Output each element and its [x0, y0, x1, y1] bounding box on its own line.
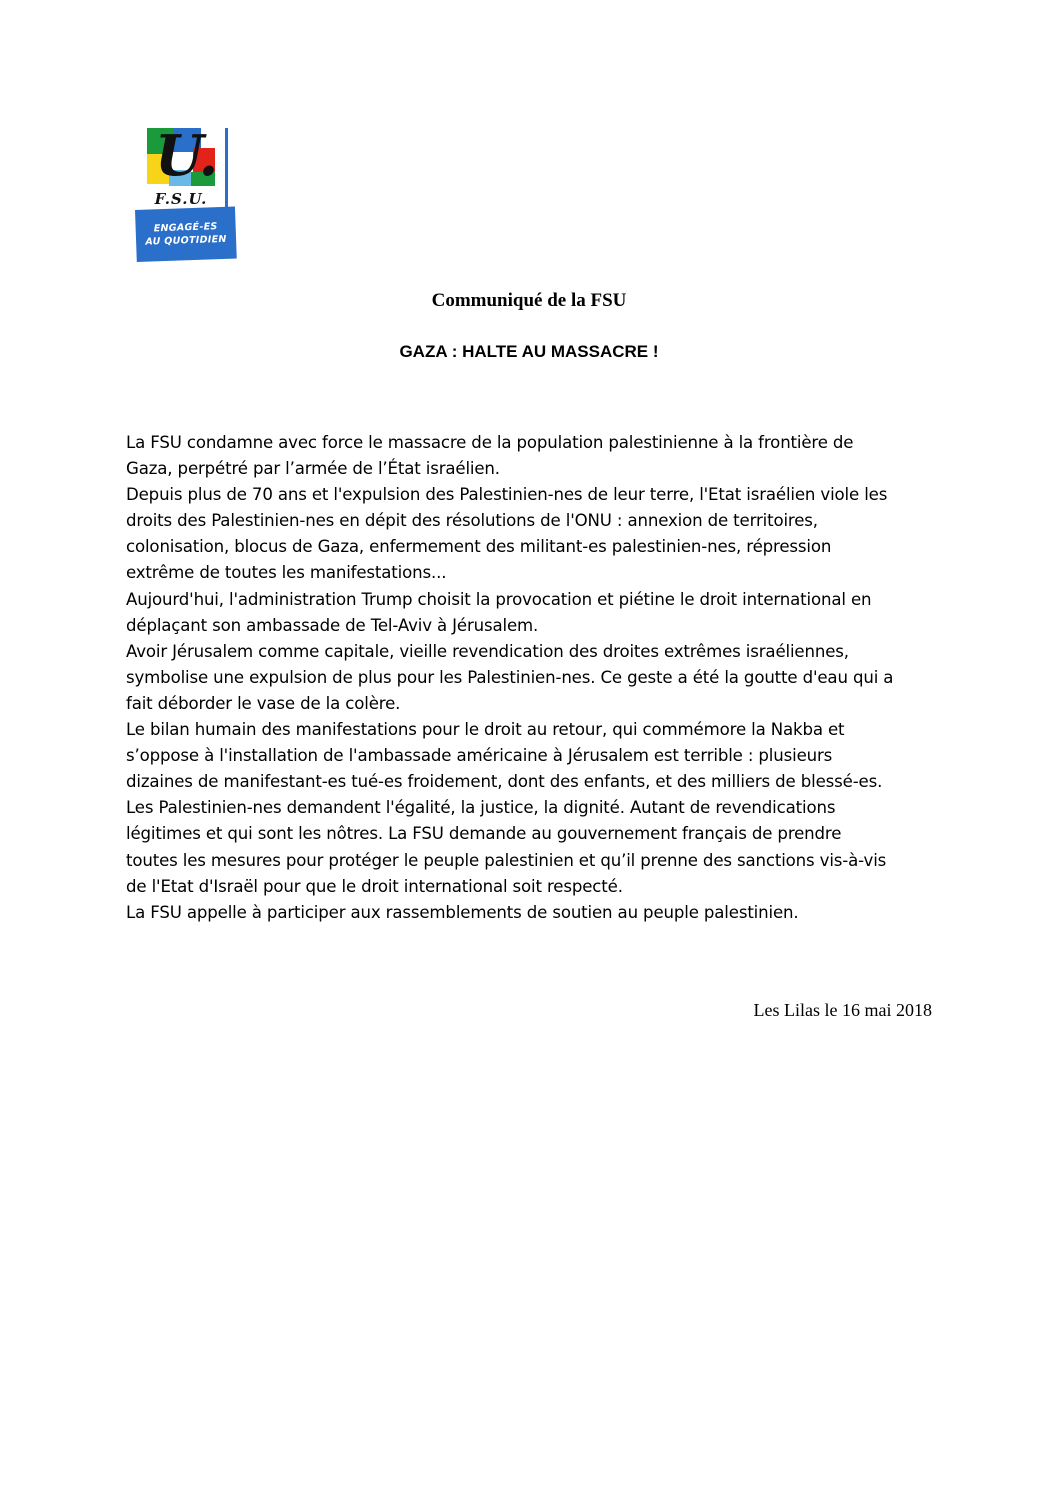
logo-tagline-line2: AU QUOTIDIEN [145, 233, 227, 248]
document-body [126, 430, 946, 926]
body-line: toutes les mesures pour protéger le peuple palestinien et qu’il prenne des sanctions vis-à-vis [126, 850, 887, 870]
body-line: Depuis plus de 70 ans et l'expulsion des Palestinien-nes de leur terre, l'Etat israélien viole les [126, 485, 888, 505]
document-headline: GAZA : HALTE AU MASSACRE ! [399, 342, 659, 361]
body-line: extrême de toutes les manifestations... [126, 563, 447, 583]
body-line: La FSU condamne avec force le massacre de la population palestinienne à la frontière de [126, 433, 854, 452]
body-line: symbolise une expulsion de plus pour les Palestinien-nes. Ce geste a été la goutte d'eau qui a [126, 667, 894, 687]
body-line: La FSU appelle à participer aux rassemblements de soutien au peuple palestinien. [126, 902, 799, 922]
document-title: Communiqué de la FSU [431, 290, 627, 311]
body-line: de l'Etat d'Israël pour que le droit international soit respecté. [126, 876, 623, 896]
logo-acronym: F.S.U. [154, 190, 208, 208]
body-line: Le bilan humain des manifestations pour le droit au retour, qui commémore la Nakba et [126, 720, 845, 740]
body-line: déplaçant son ambassade de Tel-Aviv à Jérusalem. [126, 615, 539, 635]
body-line: droits des Palestinien-nes en dépit des résolutions de l'ONU : annexion de territoires, [126, 511, 818, 531]
body-line: dizaines de manifestant-es tué-es froidement, dont des enfants, et des milliers de blessé-es. [126, 772, 883, 792]
body-line: s’oppose à l'installation de l'ambassade américaine à Jérusalem est terrible : plusieurs [126, 746, 833, 766]
logo-color-block [133, 123, 229, 210]
fsu-logo [133, 123, 235, 262]
body-line: Les Palestinien-nes demandent l'égalité, la justice, la dignité. Autant de revendications [126, 798, 836, 818]
logo-tagline-line1: ENGAGÉ-ES [153, 221, 218, 235]
body-line: fait déborder le vase de la colère. [126, 693, 401, 713]
logo-letter: U. [155, 123, 219, 189]
body-line: Aujourd'hui, l'administration Trump choisit la provocation et piétine le droit international en [126, 589, 872, 609]
logo-tagline-band [135, 207, 237, 262]
body-line: Gaza, perpétré par l’armée de l’État israélien. [126, 459, 500, 479]
document-signature: Les Lilas le 16 mai 2018 [753, 1000, 932, 1020]
body-line: Avoir Jérusalem comme capitale, vieille revendication des droites extrêmes israéliennes, [126, 641, 849, 661]
body-line: colonisation, blocus de Gaza, enfermement des militant-es palestinien-nes, répression [126, 537, 832, 557]
body-line: légitimes et qui sont les nôtres. La FSU demande au gouvernement français de prendre [126, 824, 842, 844]
